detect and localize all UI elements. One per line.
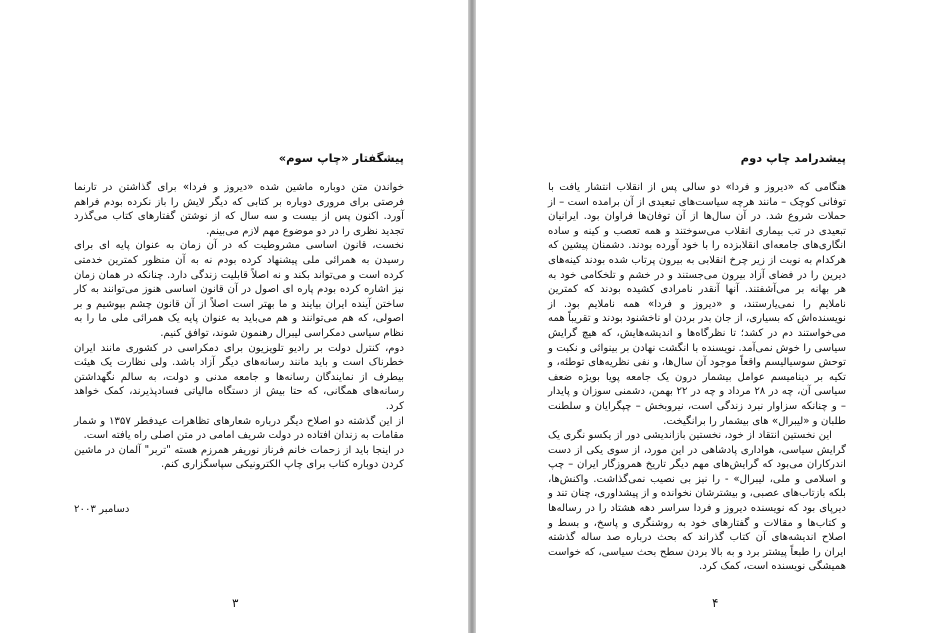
right-page <box>476 0 946 633</box>
left-page <box>0 0 468 633</box>
body-text <box>74 181 404 473</box>
paragraph: از این گذشته دو اصلاح دیگر درباره شعارهای تظاهرات عیدفطر ۱۳۵۷ و شمار مقامات به زندان افتاده در دولت شریف امامی در متن اصلی راه یافته است. <box>74 415 404 442</box>
paragraph: نخست، قانون اساسی مشروطیت که در آن زمان به عنوان پایه ای برای رسیدن به همرائی ملی پیشنهاد کرده بودم نه به آن منظور کمترین خدمتی کرده است و می‌تواند بکند و نه اصلاً قابلیت زندگی دارد. چنانکه در همان زمان نیز اشاره کرده بودم پاره ای اصول در آن قانون اساسی هنوز می‌توانند به کار ساختن آینده ایران بیایند و ما بهتر است اصلاً از آن قانون چشم بپوشیم و بر اصولی، که هم می‌توانند و هم می‌باید به عنوان پایه یک همرائی ملی ما را به نظام سیاسی دمکراسی لیبرال رهنمون شوند، توافق کنیم. <box>74 240 404 339</box>
page-heading: پیشگفتار «چاپ سوم» <box>278 151 404 165</box>
page-heading: پیشدرامد چاپ دوم <box>740 151 846 165</box>
paragraph: دوم، کنترل دولت بر رادیو تلویزیون برای دمکراسی در کشوری مانند ایران خطرناک است و باید مانند رسانه‌های دیگر آزاد باشد. ولی نظارت یک هیئت بیطرف از نمایندگان رسانه‌ها و جامعه مدنی و دولت، به سالم نگهداشتن رسانه‌های همگانی، که حتا بیش از دستگاه مالیاتی فسادپذیرند، کمک خواهد کرد. <box>74 342 404 412</box>
paragraph: این نخستین انتقاد از خود، نخستین بازاندیشی دور از یکسو نگری یک گرایش سیاسی، هواداری پادشاهی در این مورد، از سوی یکی از دست اندرکاران می‌بود که گرایش‌های مهم دیگر تاریخ همروزگار ایران – چپ و اسلامی و ملی، لیبرال» - را نیز بی نصیب نمی‌گذاشت. واکنش‌ها، بلکه بازتاب‌های عصبی، و بیشترشان نخوانده و از پیشداوری، چنان تند و دیرپای بود که نویسنده دیروز و فردا سراسر دهه هشتاد را در رساله‌ها و کتاب‌ها و مقالات و گفتارهای خود به روشنگری و پاسخ، و بسط و اصلاح اندیشه‌های آن کتاب گذراند که بحث درباره صد ساله گذشته ایران را طبعاً پیشتر برد و به بالا بردن سطح بحث سیاسی، که خواست همیشگی نویسنده است، کمک کرد. <box>548 430 846 573</box>
body-text <box>548 181 846 575</box>
paragraph: هنگامی که «دیروز و فردا» دو سالی پس از انقلاب انتشار یافت با توفانی کوچک – مانند هرچه سیاست‌های تبعیدی از آن برامده است – از حملات شروع شد. در آن سال‌ها از آن توفان‌ها فراوان بود. ایرانیان تبعیدی در تب بیماری انقلاب می‌سوختند و همه تعصب و کینه و ساده انگاری‌های جامعه‌ای انقلابزده را با خود آورده بودند. دشمنان پیشین که هرکدام به نوبت از زیر چرخ انقلابی به بیرون پرتاب شده بودند کینه‌های دیرین را در فضای آزاد بیرون می‌جستند و در خشم و تلخکامی خود به هر بهانه بر می‌آشفتند. آنها آنقدر نامرادی کشیده بودند که کمترین ناملایم را نمی‌یارستند، و «دیروز و فردا» همه ناملایم بود. از نویسنده‌اش که بسیاری، از جان بدر بردن او ناخشنود بودند و تقریباً همه می‌خواستند دم در کشد؛ تا نظرگاه‌ها و اندیشه‌هایش، که هیچ گرایش سیاسی را خوش نمی‌آمد. نویسنده با انگشت نهادن بر بینوائی و نکبت و توحش سوسیالیسم واقعاً موجود آن سال‌ها، و نفی نظریه‌های توطئه، و تکیه بر دینامیسم عوامل بیشمار درون یک جامعه پویا بویژه ضعف سیاسی آن، چه در ۲۸ مرداد و چه در ۲۲ بهمن، دشمنی سوزان و پایدار – و چنانکه سزاوار نبرد زندگی است، نیروبخش – چپگرایان و سلطنت طلبان و «لیبرال» های بیشمار را برانگیخت. <box>548 182 846 427</box>
page-number: ۴ <box>712 596 719 610</box>
paragraph: خواندن متن دوباره ماشین شده «دیروز و فردا» برای گذاشتن در تارنما فرصتی برای مروری دوباره بر کتابی که دیگر لایش را باز نکرده بودم فراهم آورد. اکنون پس از بیست و سه سال که از نوشتن گفتارهای کتاب می‌گذرد تجدید نظری را در دو موضوع مهم لازم می‌بینم. <box>74 182 404 237</box>
page-number: ۳ <box>232 596 239 610</box>
book-gutter <box>468 0 476 633</box>
date-line: دسامبر ۲۰۰۳ <box>74 504 130 515</box>
paragraph: در اینجا باید از زحمات خانم فرناز نوریفر همرزم هسته "تربر" آلمان در ماشین کردن دوباره کتاب برای چاپ الکترونیکی سپاسگزاری کنم. <box>74 444 404 471</box>
